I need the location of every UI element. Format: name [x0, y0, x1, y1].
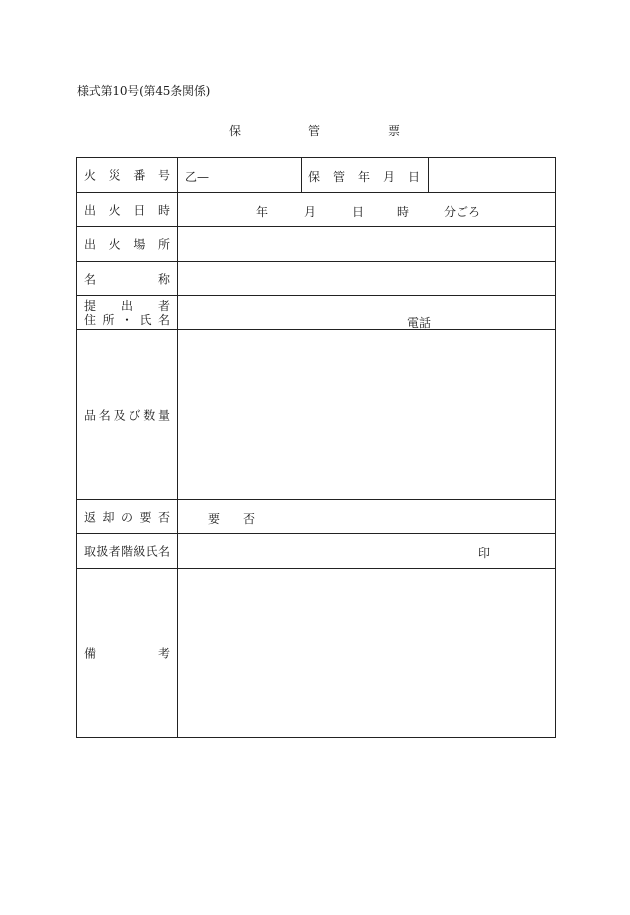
- fire-hour-field[interactable]: 時: [397, 205, 410, 219]
- row-handler: [77, 534, 555, 569]
- label-char: 品: [84, 408, 97, 422]
- form-number: 様式第10号(第45条関係): [77, 84, 211, 98]
- fire-month-field[interactable]: 月: [304, 205, 317, 219]
- label-char: 出: [84, 203, 97, 217]
- label-char: 場: [133, 237, 146, 252]
- divider: [301, 158, 302, 192]
- label-remarks-text: [84, 645, 170, 662]
- disaster-number-field[interactable]: 乙—: [185, 170, 210, 184]
- label-char: 所: [102, 312, 115, 327]
- label-submitter-line2: [84, 313, 170, 327]
- row-name: [77, 262, 555, 296]
- label-handler: [77, 534, 178, 568]
- fire-day-field[interactable]: 日: [352, 205, 365, 219]
- label-char: 日: [407, 170, 420, 184]
- label-char: 者: [157, 298, 170, 313]
- label-char: 取: [84, 544, 97, 559]
- label-fire-location-text: [84, 236, 170, 253]
- label-fire-location: [77, 227, 178, 261]
- label-submitter-text: [84, 299, 170, 327]
- label-char: 名: [157, 312, 170, 327]
- label-char: 住: [84, 312, 97, 327]
- label-handler-text: [84, 543, 170, 560]
- label-char: 数: [143, 408, 156, 422]
- title-char-3: 票: [388, 124, 401, 138]
- phone-label: 電話: [407, 316, 432, 330]
- label-char: 年: [357, 170, 370, 184]
- label-char: 火: [108, 237, 121, 252]
- title-char-2: 管: [308, 124, 321, 138]
- label-char: 提: [84, 298, 97, 313]
- label-char: 要: [139, 510, 152, 524]
- label-char: 出: [120, 298, 133, 313]
- submitter-field[interactable]: [185, 306, 395, 320]
- label-char: 所: [157, 237, 170, 252]
- label-name-right: 称: [157, 272, 170, 286]
- label-char: 管: [332, 170, 345, 184]
- label-submitter-line1: [84, 299, 170, 313]
- label-fire-datetime: [77, 193, 178, 226]
- label-char: 者: [108, 544, 121, 559]
- label-disaster-number-text: [84, 167, 170, 184]
- row-fire-location: [77, 227, 555, 262]
- row-remarks: [77, 569, 555, 737]
- label-disaster-number: [77, 158, 178, 192]
- row-fire-datetime: [77, 193, 555, 227]
- label-char: 名: [98, 408, 111, 422]
- label-char: 出: [84, 237, 97, 252]
- label-char: 災: [108, 168, 121, 183]
- label-char: 否: [157, 510, 170, 524]
- label-name-left: 名: [84, 272, 97, 286]
- label-char: 氏: [145, 544, 158, 559]
- name-field[interactable]: [185, 272, 545, 286]
- label-submitter: [77, 296, 178, 329]
- items-field[interactable]: [185, 340, 545, 490]
- label-char: び: [128, 408, 141, 422]
- fire-location-field[interactable]: [185, 237, 545, 251]
- label-remarks: [77, 569, 178, 737]
- label-storage-date: [308, 168, 420, 185]
- label-char: 級: [133, 544, 146, 559]
- label-char: 階: [120, 544, 133, 559]
- seal-mark: 印: [478, 546, 491, 560]
- label-char: ・: [120, 312, 133, 327]
- label-char: 号: [157, 168, 170, 183]
- label-char: 火: [84, 168, 97, 183]
- divider: [428, 158, 429, 192]
- label-char: 及: [113, 408, 126, 422]
- label-char: 氏: [139, 312, 152, 327]
- return-not-required-option[interactable]: 否: [243, 512, 256, 526]
- label-remarks-left: 備: [84, 646, 97, 661]
- label-char: 返: [84, 510, 97, 524]
- label-remarks-right: 考: [157, 646, 170, 661]
- label-char: の: [120, 510, 133, 524]
- label-char: 火: [108, 203, 121, 217]
- return-required-option[interactable]: 要: [208, 512, 221, 526]
- label-return-text: [84, 508, 170, 525]
- label-items-text: [84, 406, 170, 423]
- row-return: [77, 500, 555, 534]
- row-disaster-number: [77, 158, 555, 193]
- label-name: [77, 262, 178, 295]
- storage-form-table: [76, 157, 556, 738]
- label-name-text: [84, 270, 170, 287]
- label-items: [77, 330, 178, 499]
- label-fire-datetime-text: [84, 201, 170, 218]
- remarks-field[interactable]: [185, 579, 545, 727]
- label-char: 却: [102, 510, 115, 524]
- label-char: 量: [157, 408, 170, 422]
- fire-minute-field[interactable]: 分ごろ: [444, 205, 481, 219]
- label-char: 保: [308, 170, 321, 184]
- label-char: 番: [133, 168, 146, 183]
- title-char-1: 保: [229, 124, 242, 138]
- label-char: 扱: [96, 544, 109, 559]
- label-char: 時: [157, 203, 170, 217]
- fire-year-field[interactable]: 年: [256, 205, 269, 219]
- label-char: 月: [382, 170, 395, 184]
- label-char: 名: [157, 544, 170, 559]
- label-return: [77, 500, 178, 533]
- form-title: [0, 122, 630, 140]
- row-items: [77, 330, 555, 500]
- storage-date-field[interactable]: [435, 168, 547, 182]
- row-submitter: [77, 296, 555, 330]
- label-char: 日: [133, 203, 146, 217]
